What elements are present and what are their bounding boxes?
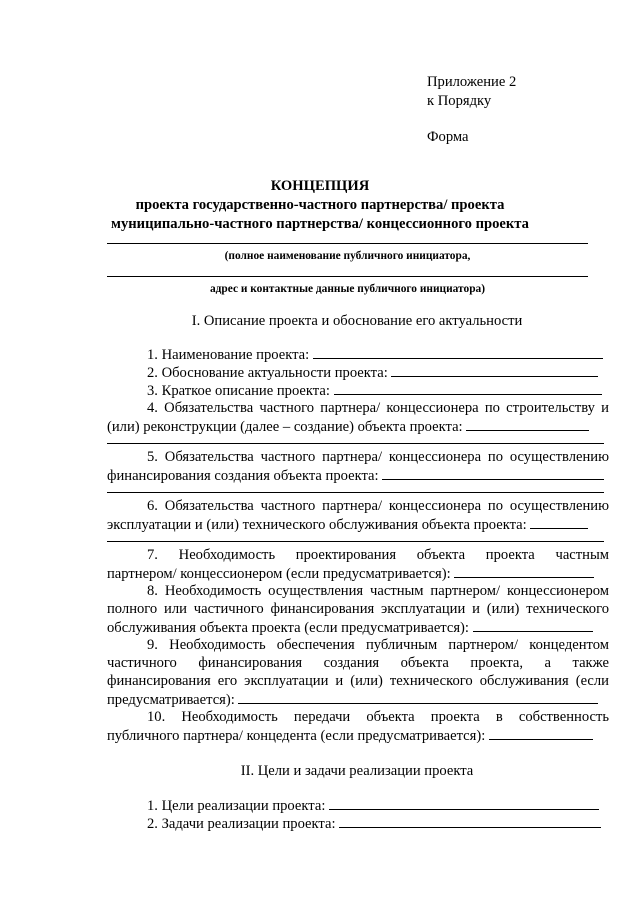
item-2: 2. Обоснование актуальности проекта: <box>107 363 609 381</box>
title-line-2: проекта государственно-частного партнерства/ проекта <box>135 197 505 213</box>
item-4-line-1: 4. Обязательства частного партнера/ концессионера по строительству и <box>147 400 609 416</box>
item-8-line-3: обслуживания объекта проекта (если предусматривается): <box>107 618 609 636</box>
appendix-header <box>427 73 516 147</box>
tasks-item: 2. Задачи реализации проекта: <box>107 814 609 832</box>
section-2-heading: II. Цели и задачи реализации проекта <box>240 763 474 779</box>
tasks-field <box>339 814 601 828</box>
item-5-line-1: 5. Обязательства частного партнера/ концессионера по осуществлению <box>147 449 609 465</box>
section-1-heading: I. Описание проекта и обоснование его актуальности <box>191 313 523 329</box>
item-5-line-2: финансирования создания объекта проекта: <box>107 466 609 484</box>
item-1-field <box>313 345 603 359</box>
item-3-field <box>334 381 602 395</box>
item-9-field <box>238 690 598 704</box>
item-7-line-1: 7. Необходимость проектирования объекта проекта частным <box>147 547 609 563</box>
item-4-line-2: (или) реконструкции (далее – создание) объекта проекта: <box>107 417 609 435</box>
initiator-caption-1: (полное наименование публичного инициатора, <box>224 250 471 262</box>
item-9-line-3: финансирования его эксплуатации и (или) технического обслуживания (если <box>107 673 609 689</box>
item-1: 1. Наименование проекта: <box>107 345 609 363</box>
item-6-line-3 <box>107 533 609 544</box>
initiator-name-line <box>107 243 588 244</box>
appendix-number: Приложение 2 <box>427 74 517 90</box>
item-6-field <box>530 515 588 529</box>
item-5-line-3 <box>107 484 609 495</box>
item-8-line-2: полного или частичного финансирования эксплуатации и (или) технического <box>107 601 609 617</box>
appendix-reference: к Порядку <box>427 92 492 109</box>
item-3: 3. Краткое описание проекта: <box>107 381 609 399</box>
item-5-field-2 <box>107 484 604 493</box>
title-line-3: муниципально-частного партнерства/ концессионного проекта <box>111 216 529 232</box>
title-main: КОНЦЕПЦИЯ <box>270 178 370 194</box>
initiator-address-line <box>107 276 588 277</box>
item-9-line-4: предусматривается): <box>107 690 609 708</box>
section-1-items <box>107 345 609 744</box>
item-7-line-2: партнером/ концессионером (если предусматривается): <box>107 564 609 582</box>
item-10-line-1: 10. Необходимость передачи объекта проекта в собственность <box>147 709 609 725</box>
document-title <box>0 177 640 234</box>
item-4-field <box>466 417 589 431</box>
item-6-field-2 <box>107 533 604 542</box>
initiator-caption-2: адрес и контактные данные публичного инициатора) <box>209 283 486 295</box>
goals-field <box>329 796 599 810</box>
goals-item: 1. Цели реализации проекта: <box>107 796 609 814</box>
item-9-line-1: 9. Необходимость обеспечения публичным партнером/ концедентом <box>147 637 609 653</box>
item-5-field <box>382 466 604 480</box>
item-2-field <box>391 363 598 377</box>
item-10-line-2: публичного партнера/ концедента (если предусматривается): <box>107 726 609 744</box>
item-8-line-1: 8. Необходимость осуществления частным партнером/ концессионером <box>147 583 609 599</box>
form-label: Форма <box>427 129 469 145</box>
item-4-line-3 <box>107 435 609 446</box>
item-6-line-2: эксплуатации и (или) технического обслуживания объекта проекта: <box>107 515 609 533</box>
item-4-field-2 <box>107 435 604 444</box>
item-6-line-1: 6. Обязательства частного партнера/ концессионера по осуществлению <box>147 498 609 514</box>
section-2-items <box>107 796 609 832</box>
item-10-field <box>489 726 593 740</box>
item-7-field <box>454 564 594 578</box>
item-9-line-2: частичного финансирования создания объекта проекта, а также <box>107 655 609 671</box>
item-8-field <box>473 618 593 632</box>
